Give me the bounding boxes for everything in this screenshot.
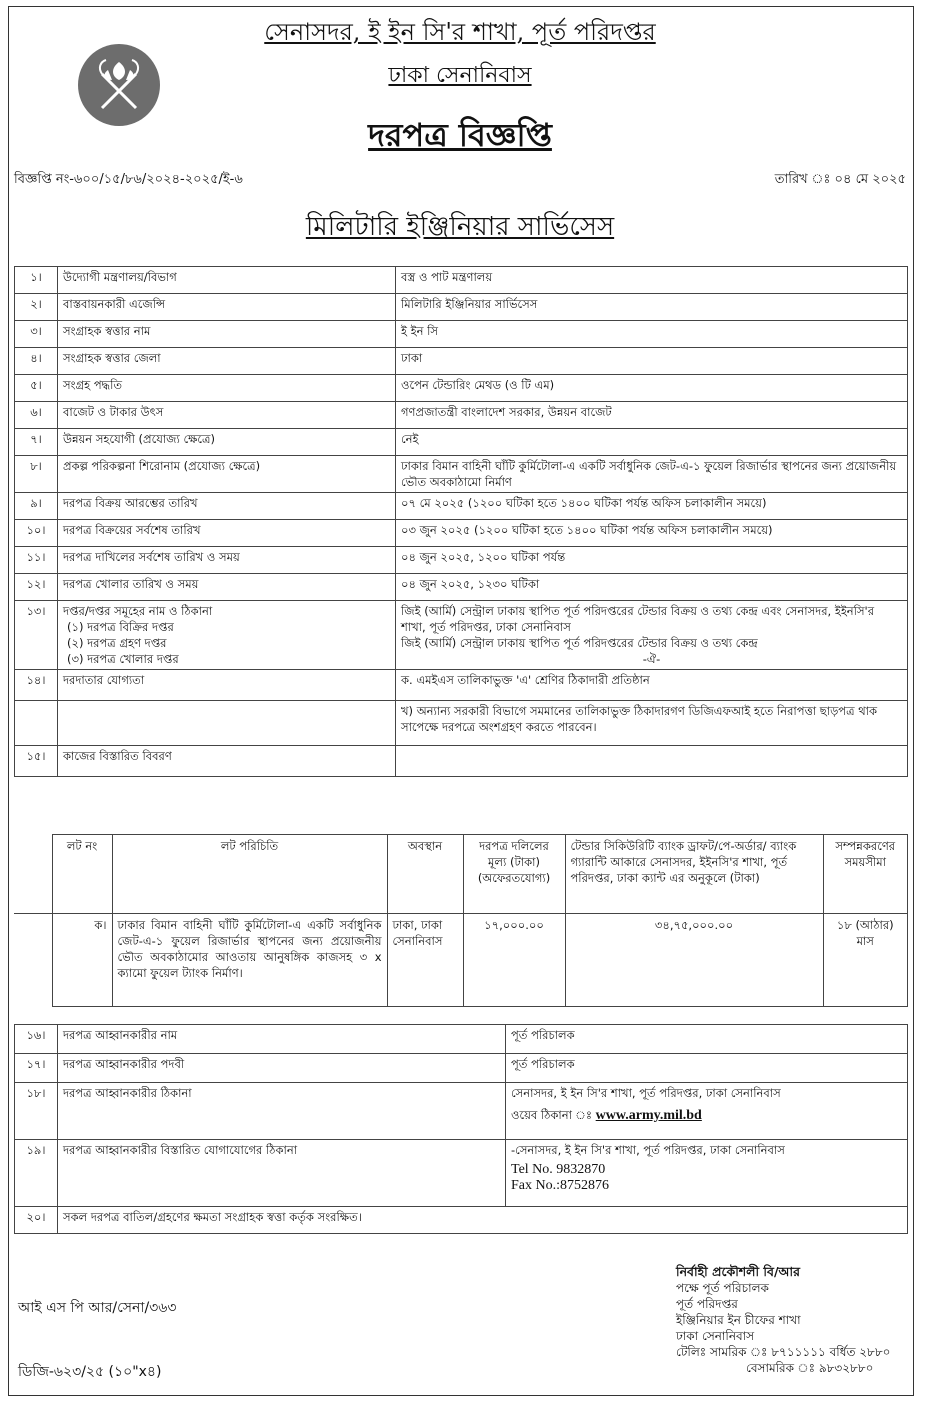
lot-row: [14, 914, 908, 1007]
table-row-15: [15, 746, 908, 777]
row-label: বাস্তবায়নকারী এজেন্সি: [58, 294, 396, 321]
row-label: [58, 601, 396, 670]
row-value: বস্ত্র ও পাট মন্ত্রণালয়: [396, 267, 908, 294]
row-number: ১৬।: [15, 1025, 58, 1054]
row-number: ৪।: [15, 348, 58, 375]
row13-sub3: (৩) দরপত্র খোলার দপ্তর: [67, 652, 179, 666]
table-row-19: [15, 1140, 908, 1207]
row-number: ৭।: [15, 429, 58, 456]
table-row: [15, 574, 908, 601]
row-number: ১৯।: [15, 1140, 58, 1207]
table-row: [15, 493, 908, 520]
lot-price: ১৭,০০০.০০: [463, 914, 565, 1007]
row-number: ৯।: [15, 493, 58, 520]
row-value: [506, 1083, 908, 1140]
lot-header-time: সম্পন্নকরণের সময়সীমা: [823, 835, 908, 914]
lot-no: ক।: [52, 914, 112, 1007]
row-label: কাজের বিস্তারিত বিবরণ: [58, 746, 396, 777]
row-label: সংগ্রহ পদ্ধতি: [58, 375, 396, 402]
table-row: [15, 402, 908, 429]
lot-header-loc: অবস্থান: [387, 835, 463, 914]
website-link[interactable]: www.army.mil.bd: [595, 1108, 702, 1123]
row-label: উদ্যোগী মন্ত্রণালয়/বিভাগ: [58, 267, 396, 294]
row-value: ০৪ জুন ২০২৫, ১২০০ ঘটিকা পর্যন্ত: [396, 547, 908, 574]
lot-loc: ঢাকা, ঢাকা সেনানিবাস: [387, 914, 463, 1007]
row-label: সংগ্রাহক স্বত্তার জেলা: [58, 348, 396, 375]
row-value: গণপ্রজাতন্ত্রী বাংলাদেশ সরকার, উন্নয়ন বাজেট: [396, 402, 908, 429]
row-number: ১২।: [15, 574, 58, 601]
signature-line: পক্ষে পূর্ত পরিচালক: [676, 1281, 769, 1295]
lot-header-row: [14, 835, 908, 914]
row-label: প্রকল্প পরিকল্পনা শিরোনাম (প্রযোজ্য ক্ষেত্রে): [58, 456, 396, 493]
contact-table: [14, 1024, 908, 1234]
row-value: মিলিটারি ইঞ্জিনিয়ার সার্ভিসেস: [396, 294, 908, 321]
table-row: [15, 294, 908, 321]
row-number: ১৩।: [15, 601, 58, 670]
table-row-14b: [15, 701, 908, 746]
row-number: ৬।: [15, 402, 58, 429]
table-row-14: [15, 670, 908, 701]
table-row-13: [15, 601, 908, 670]
table-row: [15, 547, 908, 574]
army-emblem-logo: [78, 44, 160, 126]
lot-header-desc: লট পরিচিতি: [112, 835, 387, 914]
row-label: দরপত্র দাখিলের সর্বশেষ তারিখ ও সময়: [58, 547, 396, 574]
row13-v1: জিই (আর্মি) সেন্ট্রাল ঢাকায় স্থাপিত পূর্ত পরিদপ্তরের টেন্ডার বিক্রয় ও তথ্য কেন্দ্র এবং সেনাসদর, ইইনসি'র শাখা, পূর্ত পরিদপ্তর, ঢাকা সেনানিবাস: [401, 604, 875, 634]
lot-desc: ঢাকার বিমান বাহিনী ঘাঁটি কুর্মিটোলা-এ একটি সর্বাধুনিক জেট-এ-১ ফুয়েল রিজার্ভার স্থাপনের জন্য প্রয়োজনীয় ভৌত অবকাঠামোর আওতায় আনুষঙ্গিক কাজসহ ৩ x ক্যামো ফুয়েল ট্যাংক নির্মাণ।: [112, 914, 387, 1007]
table-row: [15, 375, 908, 402]
table-row: [15, 267, 908, 294]
row-number: ১১।: [15, 547, 58, 574]
row-number: ১৫।: [15, 746, 58, 777]
row-label: সকল দরপত্র বাতিল/গ্রহণের ক্ষমতা সংগ্রাহক স্বত্তা কর্তৃক সংরক্ষিত।: [58, 1207, 908, 1234]
row-number: ১৪।: [15, 670, 58, 701]
notice-title: দরপত্র বিজ্ঞপ্তি: [368, 116, 552, 154]
row-number: ৮।: [15, 456, 58, 493]
signature-line: ঢাকা সেনানিবাস: [676, 1329, 755, 1343]
table-row-18: [15, 1083, 908, 1140]
notice-date: তারিখ ঃ ০৪ মে ২০২৫: [774, 172, 906, 187]
row-value: ই ইন সি: [396, 321, 908, 348]
web-label: ওয়েব ঠিকানা ঃ: [511, 1108, 596, 1122]
row-value: ০৩ জুন ২০২৫ (১২০০ ঘটিকা হতে ১৪০০ ঘটিকা পর্যন্ত অফিস চলাকালীন সময়ে): [396, 520, 908, 547]
row-number: ৫।: [15, 375, 58, 402]
row-label: সংগ্রাহক স্বত্তার নাম: [58, 321, 396, 348]
row-value: ঢাকার বিমান বাহিনী ঘাঁটি কুর্মিটোলা-এ একটি সর্বাধুনিক জেট-এ-১ ফুয়েল রিজার্ভার স্থাপনের জন্য প্রয়োজনীয় ভৌত অবকাঠামো নির্মাণ: [396, 456, 908, 493]
row-number: ৩।: [15, 321, 58, 348]
ispr-code: আই এস পি আর/সেনা/৩৬৩: [18, 1300, 177, 1316]
row-number: ২০।: [15, 1207, 58, 1234]
row-value: পূর্ত পরিচালক: [506, 1054, 908, 1083]
row-value: ক. এমইএস তালিকাভুক্ত 'এ' শ্রেণির ঠিকাদারী প্রতিষ্ঠান: [396, 670, 908, 701]
row-number: ২।: [15, 294, 58, 321]
signature-title: নির্বাহী প্রকৌশলী বি/আর: [676, 1264, 800, 1279]
row-value: ০৭ মে ২০২৫ (১২০০ ঘটিকা হতে ১৪০০ ঘটিকা পর্যন্ত অফিস চলাকালীন সময়ে): [396, 493, 908, 520]
telephone-number: Tel No. 9832870: [511, 1162, 606, 1177]
notice-ref: বিজ্ঞপ্তি নং-৬০০/১৫/৮৬/২০২৪-২০২৫/ই-৬: [14, 172, 243, 187]
row-label: দরপত্র আহ্বানকারীর নাম: [58, 1025, 506, 1054]
row-value: ওপেন টেন্ডারিং মেথড (ও টি এম): [396, 375, 908, 402]
row-number: ১৮।: [15, 1083, 58, 1140]
row13-label: দপ্তর/দপ্তর সমূহের নাম ও ঠিকানা: [63, 604, 213, 618]
signature-phone-civil: বেসামরিক ঃ ৯৮৩২৮৮০: [746, 1361, 874, 1375]
row13-sub2: (২) দরপত্র গ্রহণ দপ্তর: [67, 636, 167, 650]
row-value: নেই: [396, 429, 908, 456]
row-label: দরপত্র আহ্বানকারীর পদবী: [58, 1054, 506, 1083]
row-label: উন্নয়ন সহযোগী (প্রযোজ্য ক্ষেত্রে): [58, 429, 396, 456]
lot-header-no: লট নং: [52, 835, 112, 914]
row-number: ১০।: [15, 520, 58, 547]
row-value: ঢাকা: [396, 348, 908, 375]
row-value: [506, 1140, 908, 1207]
header-line2: ঢাকা সেনানিবাস: [388, 63, 532, 88]
table-row-17: [15, 1054, 908, 1083]
table-row: [15, 321, 908, 348]
lot-time: ১৮ (আঠার) মাস: [823, 914, 908, 1007]
row-value: ০৪ জুন ২০২৫, ১২৩০ ঘটিকা: [396, 574, 908, 601]
row-label: দরপত্র খোলার তারিখ ও সময়: [58, 574, 396, 601]
row18-web: [511, 1107, 902, 1124]
header-line1: সেনাসদর, ই ইন সি'র শাখা, পূর্ত পরিদপ্তর: [264, 18, 656, 46]
row19-address: -সেনাসদর, ই ইন সি'র শাখা, পূর্ত পরিদপ্তর, ঢাকা সেনানিবাস: [511, 1143, 785, 1157]
table-row-20: [15, 1207, 908, 1234]
dg-code: ডিজি-৬২৩/২৫ (১০"x৪): [18, 1364, 162, 1380]
row-label: দরপত্র বিক্রয়ের সর্বশেষ তারিখ: [58, 520, 396, 547]
row-label: দরপত্র আহ্বানকারীর ঠিকানা: [58, 1083, 506, 1140]
notice-subtitle: মিলিটারি ইঞ্জিনিয়ার সার্ভিসেস: [305, 212, 615, 242]
table-row: [15, 429, 908, 456]
lot-security: ৩৪,৭৫,০০০.০০: [565, 914, 823, 1007]
lot-header-price: দরপত্র দলিলের মূল্য (টাকা) (অফেরতযোগ্য): [463, 835, 565, 914]
fax-number: Fax No.:8752876: [511, 1178, 609, 1193]
signature-block: [676, 1264, 890, 1376]
signature-line: পূর্ত পরিদপ্তর: [676, 1297, 738, 1311]
info-table: [14, 266, 908, 777]
info-table-body: [15, 267, 908, 601]
row18-address: সেনাসদর, ই ইন সি'র শাখা, পূর্ত পরিদপ্তর, ঢাকা সেনানিবাস: [511, 1086, 781, 1100]
row-label: বাজেট ও টাকার উৎস: [58, 402, 396, 429]
table-row: [15, 456, 908, 493]
row-label: দরদাতার যোগ্যতা: [58, 670, 396, 701]
row13-v2: জিই (আর্মি) সেন্ট্রাল ঢাকায় স্থাপিত পূর্ত পরিদপ্তরের টেন্ডার বিক্রয় ও তথ্য কেন্দ্র: [401, 636, 758, 650]
row-number: ১৭।: [15, 1054, 58, 1083]
row13-sub1: (১) দরপত্র বিক্রির দপ্তর: [67, 620, 174, 634]
table-row: [15, 520, 908, 547]
lot-table: [14, 834, 908, 1007]
lot-header-security: টেন্ডার সিকিউরিটি ব্যাংক ড্রাফট/পে-অর্ডার/ ব্যাংক গ্যারান্টি আকারে সেনাসদর, ইইনসি'র শাখা, পূর্ত পরিদপ্তর, ঢাকা ক্যান্ট এর অনুকূলে (টাকা): [565, 835, 823, 914]
signature-line: ইঞ্জিনিয়ার ইন চীফের শাখা: [676, 1313, 801, 1327]
row13-v3: -ঐ-: [642, 652, 661, 666]
row-value: খ) অন্যান্য সরকারী বিভাগে সমমানের তালিকাভুক্ত ঠিকাদারগণ ডিজিএফআই হতে নিরাপত্তা ছাড়পত্র থাক সাপেক্ষে দরপত্রে অংশগ্রহণ করতে পারবেন।: [396, 701, 908, 746]
row-value: পূর্ত পরিচালক: [506, 1025, 908, 1054]
table-row-16: [15, 1025, 908, 1054]
row-value: [396, 601, 908, 670]
table-row: [15, 348, 908, 375]
row-number: ১।: [15, 267, 58, 294]
row-label: দরপত্র আহ্বানকারীর বিস্তারিত যোগাযোগের ঠিকানা: [58, 1140, 506, 1207]
row-label: দরপত্র বিক্রয় আরম্ভের তারিখ: [58, 493, 396, 520]
signature-phone: টেলিঃ সামরিক ঃ ৮৭১১১১১ বর্ধিত ২৮৮০: [676, 1345, 891, 1359]
